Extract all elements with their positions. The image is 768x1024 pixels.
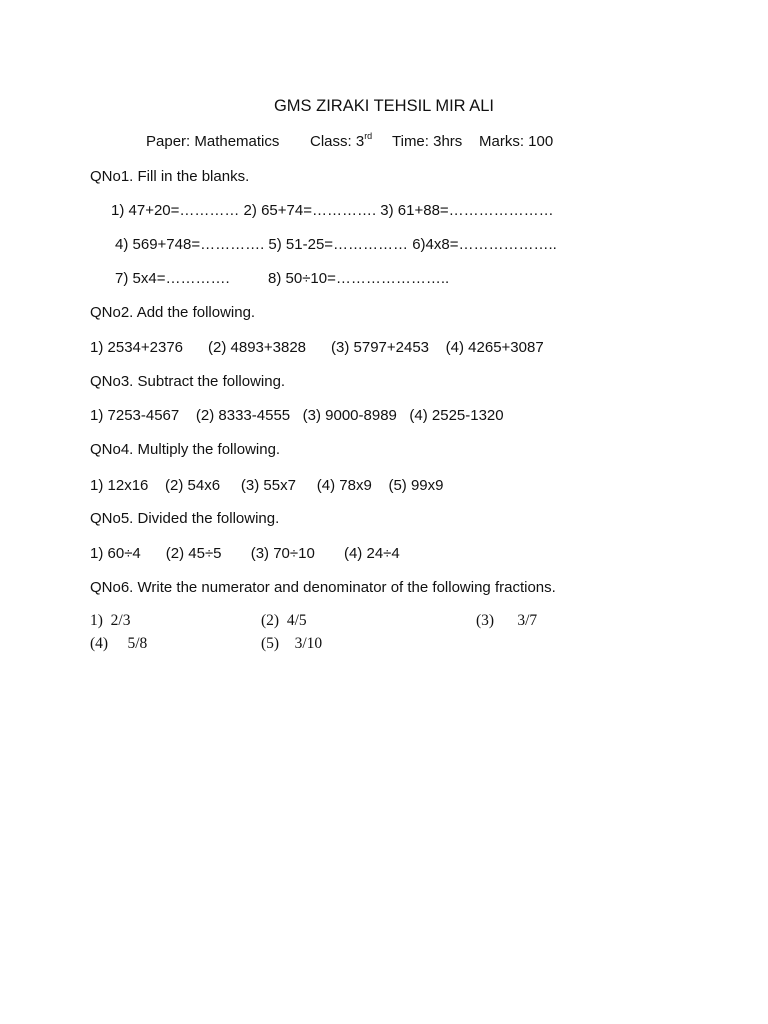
class-text: Class: 3	[310, 133, 365, 150]
q1-line-3a: 7) 5x4=………….	[115, 270, 230, 287]
q6-fraction-1: 1) 2/3	[90, 612, 131, 629]
paper-time: Time: 3hrs	[392, 133, 463, 150]
q3-heading: QNo3. Subtract the following.	[90, 373, 286, 390]
q1-heading: QNo1. Fill in the blanks.	[90, 168, 250, 185]
q4-heading: QNo4. Multiply the following.	[90, 441, 281, 458]
paper-marks: Marks: 100	[479, 133, 554, 150]
q5-heading: QNo5. Divided the following.	[90, 510, 280, 527]
q6-fraction-2: (2) 4/5	[261, 612, 307, 629]
q6-fraction-3: (3) 3/7	[476, 612, 538, 629]
q1-line-3b: 8) 50÷10=…………………..	[268, 270, 450, 287]
q2-items: 1) 2534+2376 (2) 4893+3828 (3) 5797+2453 (4) 4265+3087	[90, 339, 544, 356]
q6-fraction-5: (5) 3/10	[261, 635, 323, 652]
q5-items: 1) 60÷4 (2) 45÷5 (3) 70÷10 (4) 24÷4	[90, 545, 400, 562]
q1-line-2: 4) 569+748=…………. 5) 51-25=…………… 6)4x8=………………..	[115, 236, 557, 253]
q3-items: 1) 7253-4567 (2) 8333-4555 (3) 9000-8989 (4) 2525-1320	[90, 407, 504, 424]
q6-fraction-4: (4) 5/8	[90, 635, 148, 652]
page-title: GMS ZIRAKI TEHSIL MIR ALI	[273, 97, 495, 115]
paper-class	[310, 133, 372, 150]
paper-subject: Paper: Mathematics	[146, 133, 280, 150]
q4-items: 1) 12x16 (2) 54x6 (3) 55x7 (4) 78x9 (5) 99x9	[90, 477, 444, 494]
q6-heading: QNo6. Write the numerator and denominator of the following fractions.	[90, 579, 556, 596]
q2-heading: QNo2. Add the following.	[90, 304, 256, 321]
q1-line-1: 1) 47+20=………… 2) 65+74=…………. 3) 61+88=…………………	[111, 202, 554, 219]
class-superscript: rd	[364, 131, 373, 141]
